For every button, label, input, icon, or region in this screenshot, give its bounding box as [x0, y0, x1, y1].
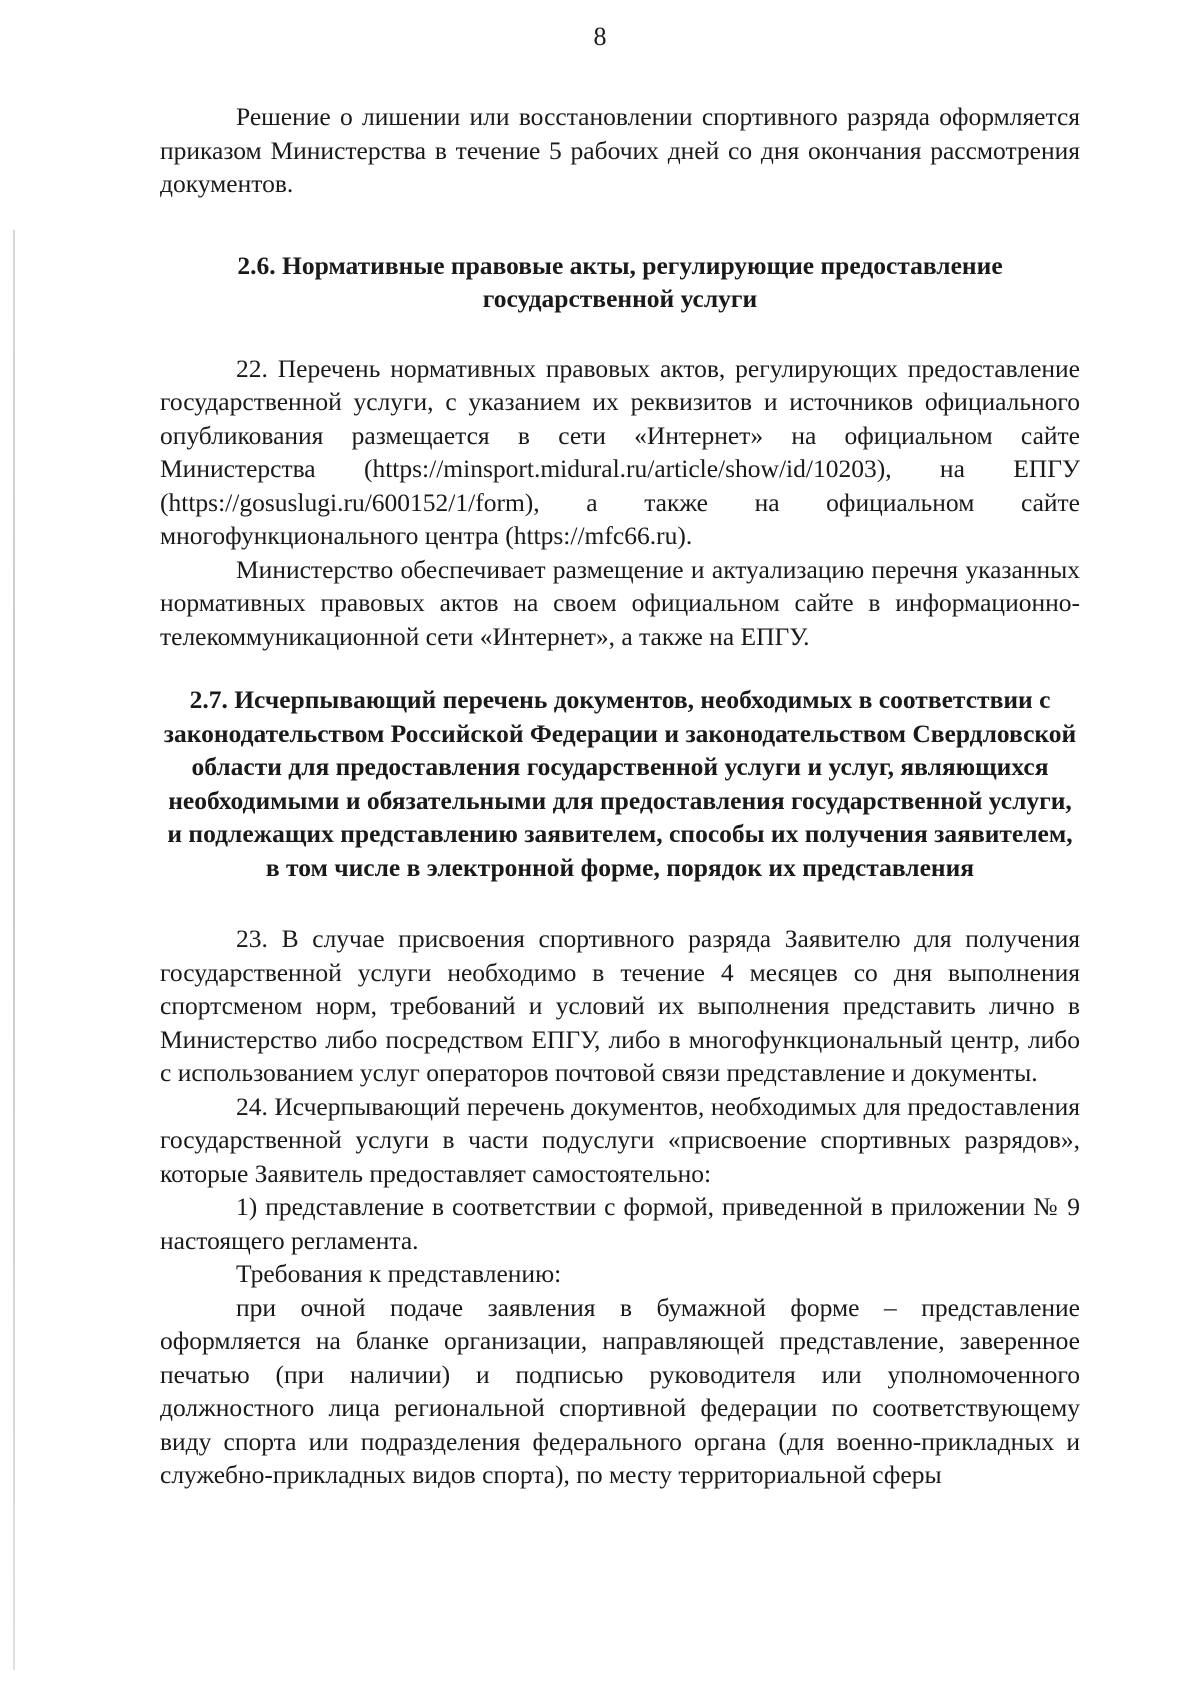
paragraph-22-ministry: Министерство обеспечивает размещение и актуализацию перечня указанных нормативных правовых актов на своем официальном сайте в информационно-телекоммуникационной сети «Интернет», а также на ЕПГУ. [160, 554, 1080, 651]
scan-edge-shadow [13, 230, 15, 1670]
paragraph-requirements: Требования к представлению: [236, 1259, 562, 1288]
paragraph-paper-submission: при очной подаче заявления в бумажной форме – представление оформляется на бланке организации, направляющей представление, заверенное печатью (при наличии) и подписью руководителя или уполномоченного должностного лица региональной спортивной федерации по соответствующему виду спорта или подразделения федерального органа (для военно-прикладных и служебно-прикладных видов спорта), по месту территориальной сферы [160, 1292, 1080, 1489]
paragraph-23: 23. В случае присвоения спортивного разряда Заявителю для получения государственной услуги необходимо в течение 4 месяцев со дня выполнения спортсменом норм, требований и условий их выполнения представить лично в Министерство либо посредством ЕПГУ, либо в многофункциональный центр, либо с использованием услуг операторов почтовой связи представление и документы. [160, 924, 1080, 1087]
paragraph-24: 24. Исчерпывающий перечень документов, необходимых для предоставления государственной услуги в части подуслуги «присвоение спортивных разрядов», которые Заявитель предоставляет самостоятельно: [160, 1091, 1080, 1188]
paragraph-intro: Решение о лишении или восстановлении спортивного разряда оформляется приказом Министерства в течение 5 рабочих дней со дня окончания рассмотрения документов. [160, 102, 1080, 198]
paragraph-22: 22. Перечень нормативных правовых актов, регулирующих предоставление государственной услуги, с указанием их реквизитов и источников официального опубликования размещается в сети «Интернет» на официальном сайте Министерства (https://minsport.midural.ru/article/show/id/10203), на ЕПГУ (https://gosuslugi.ru/600152/1/form), а также на официальном сайте многофункционального центра (https://mfc66.ru). [160, 353, 1080, 550]
page-number: 8 [593, 22, 607, 51]
section-heading-2-6: 2.6. Нормативные правовые акты, регулирующие предоставление государственной услуги [237, 250, 1003, 313]
paragraph-24-item-1: 1) представление в соответствии с формой, приведенной в приложении № 9 настоящего регламента. [160, 1192, 1080, 1255]
document-body [160, 100, 1080, 1492]
section-heading-2-7: 2.7. Исчерпывающий перечень документов, необходимых в соответствии с законодательством Российской Федерации и законодательством Свердловской области для предоставления государственной услуги и услуг, являющихся необходимыми и обязательными для предоставления государственной услуги, и подлежащих представлению заявителем, способы их получения заявителем, в том числе в электронной форме, порядок их представления [163, 685, 1077, 882]
